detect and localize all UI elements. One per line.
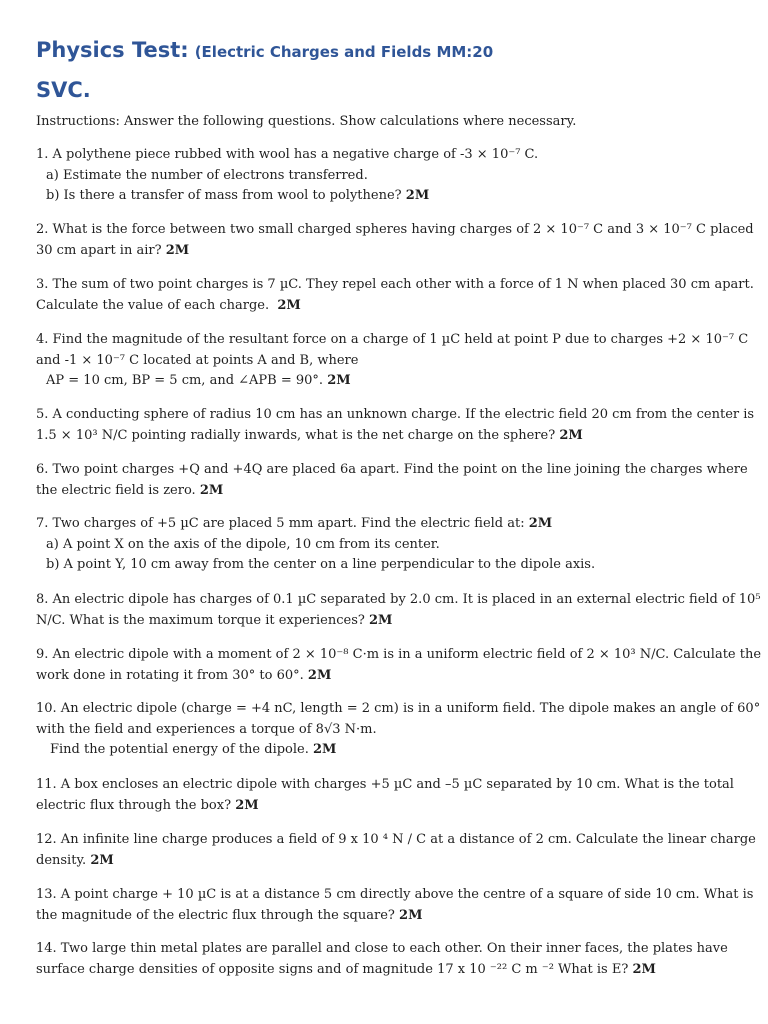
q9-line1: 9. An electric dipole with a moment of 2 × 10⁻⁸ C·m is in a uniform electric field of 2 × 10³ N/C. Calculate the (36, 647, 762, 662)
q11-line1: 11. A box encloses an electric dipole with charges +5 µC and –5 µC separated by 10 cm. What is the total (36, 777, 734, 792)
q12-line1: 12. An infinite line charge produces a field of 9 x 10 ⁴ N / C at a distance of 2 cm. Calculate the linear charge (36, 832, 756, 847)
q3-marks: 2M (277, 297, 301, 313)
instructions: Instructions: Answer the following questions. Show calculations where necessary. (36, 114, 577, 129)
q5-line2: 1.5 × 10³ N/C pointing radially inwards, what is the net charge on the sphere? 2M (36, 427, 583, 443)
question-12 (36, 830, 756, 871)
q13-marks: 2M (399, 907, 423, 923)
q14-line2: surface charge densities of opposite signs and of magnitude 17 x 10 ⁻²² C m ⁻² What is E? 2M (36, 961, 656, 977)
q14-line1: 14. Two large thin metal plates are parallel and close to each other. On their inner faces, the plates have (36, 941, 728, 956)
class-label: SVC. (36, 78, 91, 102)
q7-marks: 2M (528, 516, 553, 531)
q7-line1: 7. Two charges of +5 µC are placed 5 mm apart. Find the electric field at: 2M (36, 516, 553, 531)
question-5 (36, 405, 755, 446)
page-title (36, 38, 493, 62)
q9-line2: work done in rotating it from 30° to 60°. 2M (36, 667, 332, 683)
q1-marks: 2M (405, 188, 430, 203)
q7-part-b: b) A point Y, 10 cm away from the center on a line perpendicular to the dipole axis. (46, 557, 596, 572)
q8-line1: 8. An electric dipole has charges of 0.1 µC separated by 2.0 cm. It is placed in an external electric field of 10⁵ (36, 592, 761, 607)
test-subtitle: (Electric Charges and Fields MM:20 (194, 43, 494, 61)
q10-line2: with the field and experiences a torque of 8√3 N·m. (36, 721, 377, 737)
question-8 (36, 590, 761, 631)
q12-line2: density. 2M (36, 852, 114, 868)
q11-marks: 2M (235, 797, 259, 813)
q1-part-a: a) Estimate the number of electrons transferred. (46, 167, 368, 183)
q4-marks: 2M (327, 373, 351, 388)
q5-line1: 5. A conducting sphere of radius 10 cm has an unknown charge. If the electric field 20 cm from the center is (36, 407, 755, 422)
question-14 (36, 939, 736, 980)
question-10 (36, 699, 761, 761)
question-1 (36, 145, 736, 207)
q4-line2: and -1 × 10⁻⁷ C located at points A and B, where (36, 352, 359, 368)
q1-part-b: b) Is there a transfer of mass from wool to polythene? 2M (46, 188, 430, 203)
q6-line2: the electric field is zero. 2M (36, 482, 224, 498)
question-4 (36, 330, 749, 392)
q8-line2: N/C. What is the maximum torque it experiences? 2M (36, 612, 393, 628)
q10-line1: 10. An electric dipole (charge = +4 nC, length = 2 cm) is in a uniform field. The dipole makes an angle of 60° (36, 701, 761, 716)
question-13 (36, 885, 754, 926)
q10-marks: 2M (313, 742, 337, 757)
q2-line1: 2. What is the force between two small charged spheres having charges of 2 × 10⁻⁷ C and 3 × 10⁻⁷ C placed (36, 222, 754, 237)
q8-marks: 2M (369, 612, 393, 628)
q11-line2: electric flux through the box? 2M (36, 797, 259, 813)
question-11 (36, 775, 736, 816)
test-title: Physics Test: (36, 38, 189, 62)
q5-marks: 2M (559, 427, 583, 443)
q1-line1: 1. A polythene piece rubbed with wool has a negative charge of -3 × 10⁻⁷ C. (36, 147, 539, 162)
q10-line3: Find the potential energy of the dipole. 2M (50, 742, 337, 757)
q3-line2: Calculate the value of each charge. 2M (36, 297, 301, 313)
question-2 (36, 220, 754, 261)
q13-line2: the magnitude of the electric flux through the square? 2M (36, 907, 423, 923)
question-7 (36, 514, 736, 576)
question-9 (36, 645, 762, 686)
q3-line1: 3. The sum of two point charges is 7 µC. They repel each other with a force of 1 N when placed 30 cm apart. (36, 277, 754, 292)
q7-part-a: a) A point X on the axis of the dipole, 10 cm from its center. (46, 536, 440, 552)
question-3 (36, 275, 754, 316)
q4-line1: 4. Find the magnitude of the resultant force on a charge of 1 µC held at point P due to charges +2 × 10⁻⁷ C (36, 332, 749, 347)
q6-line1: 6. Two point charges +Q and +4Q are placed 6a apart. Find the point on the line joining the charges where (36, 462, 748, 477)
q2-marks: 2M (165, 242, 190, 258)
q9-marks: 2M (307, 667, 332, 683)
q2-line2: 30 cm apart in air? 2M (36, 242, 190, 258)
q13-line1: 13. A point charge + 10 µC is at a distance 5 cm directly above the centre of a square of side 10 cm. What is (36, 887, 754, 902)
q4-line3: AP = 10 cm, BP = 5 cm, and ∠APB = 90°. 2M (46, 373, 351, 388)
q6-marks: 2M (199, 482, 224, 498)
q14-marks: 2M (632, 961, 656, 977)
q12-marks: 2M (90, 852, 114, 868)
question-6 (36, 460, 748, 501)
